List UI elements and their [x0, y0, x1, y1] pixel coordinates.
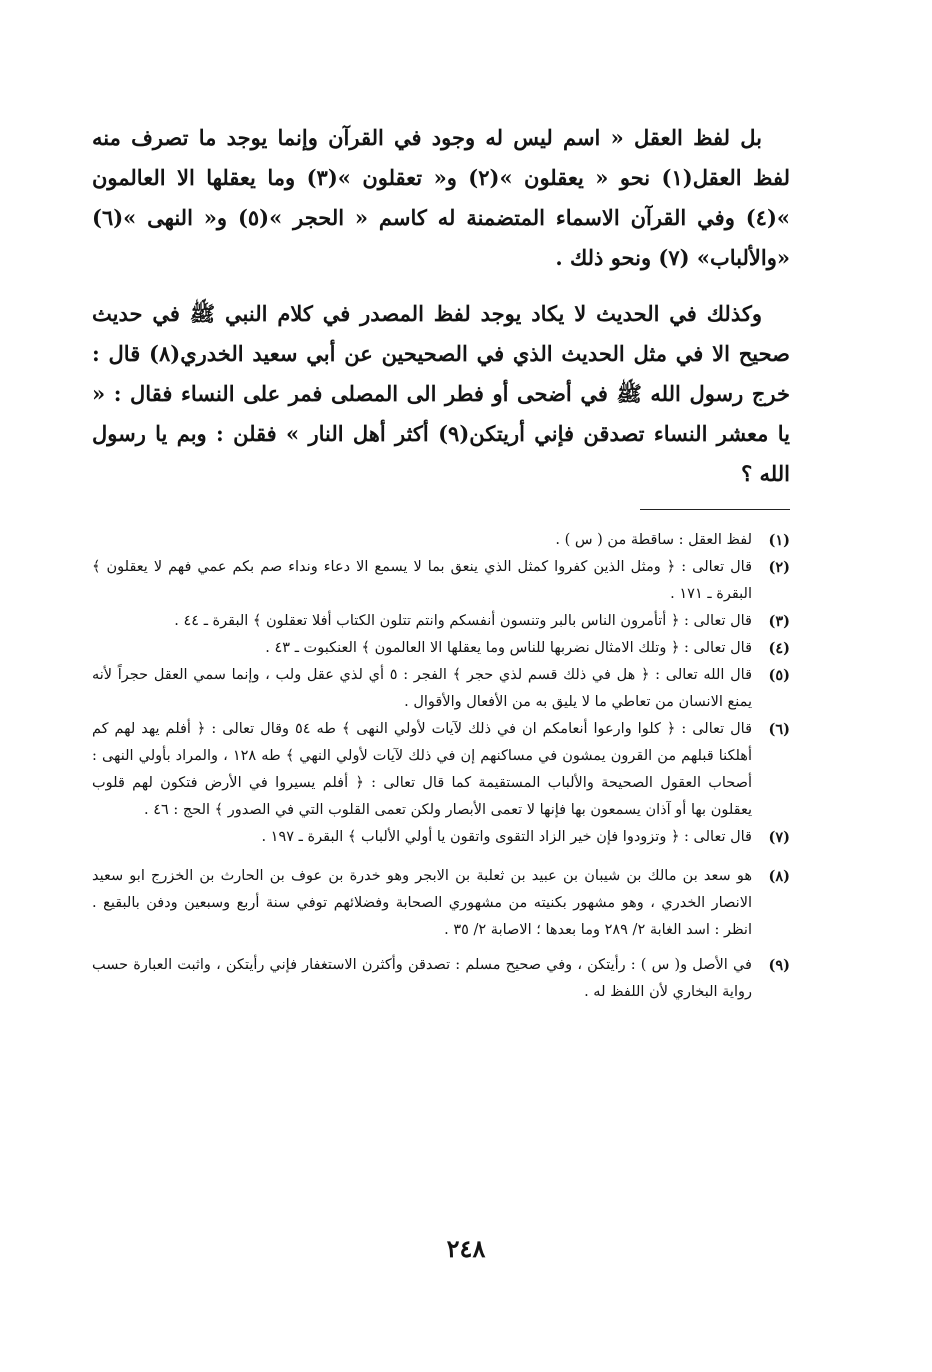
main-text	[92, 118, 790, 494]
footnote-text: قال الله تعالى : ﴿ هل في ذلك قسم لذي حجر ﴾ الفجر : ٥ أي لذي عقل ولب ، وإنما سمي العقل حجراً لأنه يمنع الانسان من تعاطي ما لا يليق به من الأفعال والأقوال .	[92, 667, 753, 710]
footnote-text: هو سعد بن مالك بن شيبان بن عبيد بن ثعلبة بن الابجر وهو خدرة بن عوف بن الحارث بن الخزرج ابو سعيد الانصار الخدري ، وهو مشهور بكنيته من مشهوري الصحابة وفضلائهم توفي سنة أربع وسبعين ودفن بالبقيع . انظر : اسد الغابة ٢/ ٢٨٩ وما بعدها ؛ الاصابة ٢/ ٣٥ .	[92, 868, 752, 938]
footnote-8	[92, 863, 790, 944]
footnote-text: قال تعالى : ﴿ ومثل الذين كفروا كمثل الذي ينعق بما لا يسمع الا دعاء ونداء صم بكم عمي فهم لا يعقلون ﴾ البقرة ـ ١٧١ .	[92, 559, 752, 602]
footnote-2	[92, 554, 790, 608]
footnote-text: قال تعالى : ﴿ وتلك الامثال نضربها للناس وما يعقلها الا العالمون ﴾ العنكبوت ـ ٤٣ .	[265, 640, 752, 656]
footnote-7	[92, 824, 790, 851]
footnote-text: قال تعالى : ﴿ وتزودوا فإن خير الزاد التقوى واتقون يا أولي الألباب ﴾ البقرة ـ ١٩٧ .	[261, 829, 752, 845]
footnote-number: (٦)	[768, 721, 790, 738]
footnotes	[92, 527, 790, 1006]
footnote-number: (٩)	[768, 957, 790, 974]
footnote-9	[92, 952, 790, 1006]
footnote-number: (٧)	[768, 829, 790, 846]
footnote-3	[92, 608, 790, 635]
footnote-6	[92, 716, 790, 824]
footnote-number: (٥)	[768, 667, 790, 684]
footnote-1	[92, 527, 790, 554]
main-paragraph-1: بل لفظ العقل « اسم ليس له وجود في القرآن وإنما يوجد ما تصرف منه لفظ العقل(١) نحو « يعقلون »(٢) و« تعقلون »(٣) وما يعقلها الا العالمون »(٤) وفي القرآن الاسماء المتضمنة له كاسم « الحجر »(٥) و« النهى »(٦) «والألباب» (٧) ونحو ذلك .	[92, 125, 791, 270]
footnote-separator	[640, 509, 790, 510]
footnote-number: (١)	[768, 532, 790, 549]
page-number: ٢٤٨	[446, 1234, 486, 1263]
footnote-number: (٣)	[768, 613, 790, 630]
footnote-number: (٢)	[768, 559, 790, 576]
main-paragraph-2: وكذلك في الحديث لا يكاد يوجد لفظ المصدر في كلام النبي ﷺ في حديث صحيح الا في مثل الحديث الذي في الصحيحين عن أبي سعيد الخدري(٨) قال : خرج رسول الله ﷺ في أضحى أو فطر الى المصلى فمر على النساء فقال : « يا معشر النساء تصدقن فإني أريتكن(٩) أكثر أهل النار » فقلن : وبم يا رسول الله ؟	[92, 301, 790, 486]
footnote-text: قال تعالى : ﴿ كلوا وارعوا أنعامكم ان في ذلك لآيات لأولي النهى ﴾ طه ٥٤ وقال تعالى : ﴿ أفلم يهد لهم كم أهلكنا قبلهم من القرون يمشون في مساكنهم إن في ذلك لآيات لأولي النهي ﴾ طه ١٢٨ ، والمراد بأولي النهى : أصحاب العقول الصحيحة والألباب المستقيمة كما قال تعالى : ﴿ أفلم يسيروا في الأرض فتكون لهم قلوب يعقلون بها أو آذان يسمعون بها فإنها لا تعمى الأبصار ولكن تعمى القلوب التي في الصدور ﴾ الحج : ٤٦ .	[92, 721, 752, 818]
footnote-5	[92, 662, 790, 716]
footnote-4	[92, 635, 790, 662]
footnote-number: (٨)	[768, 868, 790, 885]
footnote-text: قال تعالى : ﴿ أتأمرون الناس بالبر وتنسون أنفسكم وانتم تتلون الكتاب أفلا تعقلون ﴾ البقرة ـ ٤٤ .	[174, 613, 752, 629]
footnote-number: (٤)	[768, 640, 790, 657]
footnote-text: في الأصل و( س ) : رأيتكن ، وفي صحيح مسلم : تصدقن وأكثرن الاستغفار فإني رأيتكن ، واثبت العبارة حسب رواية البخاري لأن اللفظ له .	[92, 957, 752, 1000]
footnote-text: لفظ العقل : ساقطة من ( س ) .	[555, 532, 752, 548]
